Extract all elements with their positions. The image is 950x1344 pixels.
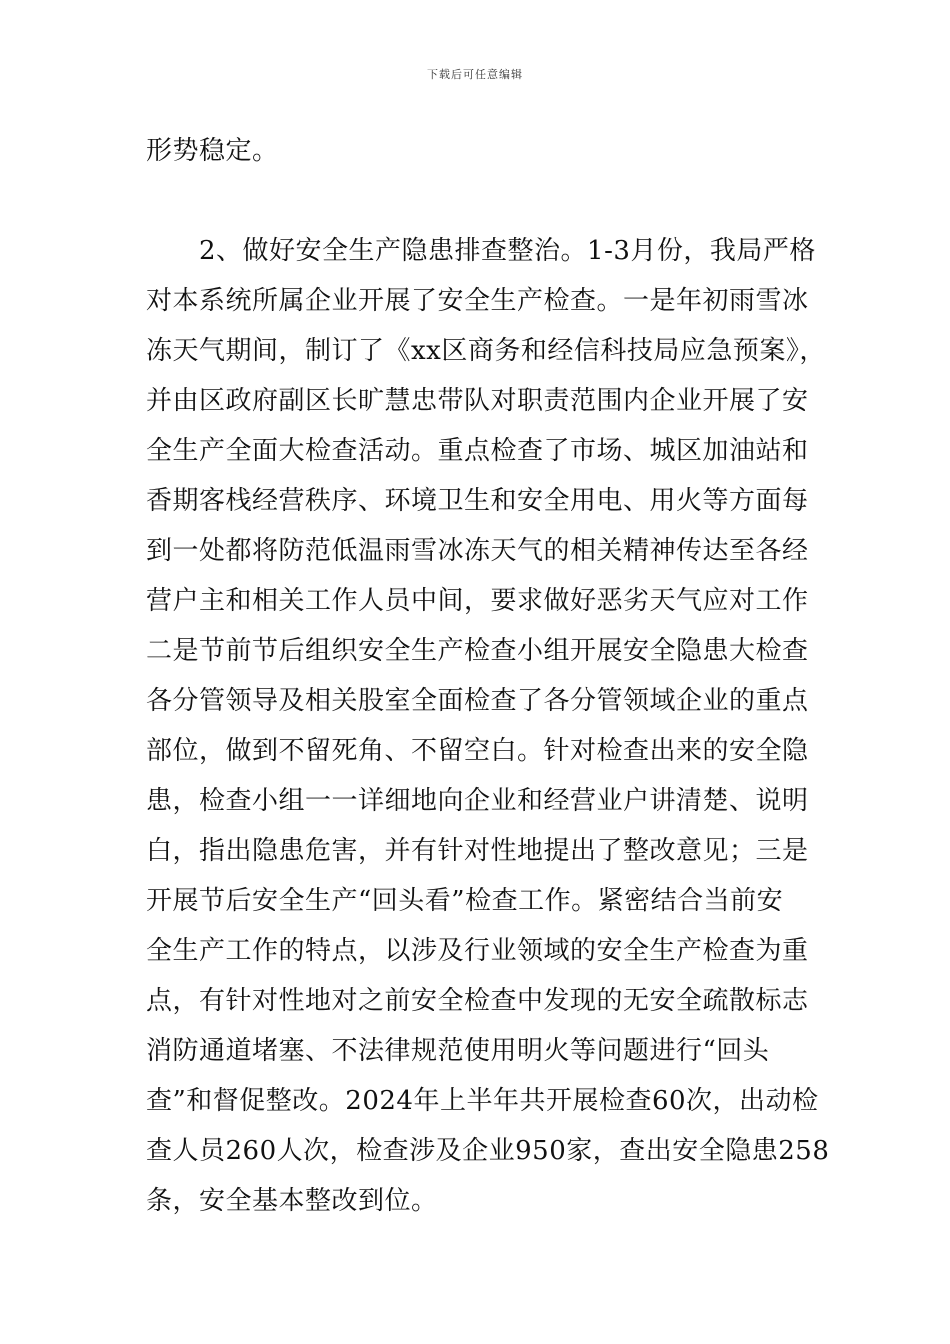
paragraph-line: 各分管领导及相关股室全面检查了各分管领域企业的重点	[146, 686, 809, 716]
paragraph-line: 患，检查小组一一详细地向企业和经营业户讲清楚、说明	[146, 786, 809, 816]
paragraph-line: 部位，做到不留死角、不留空白。针对检查出来的安全隐	[146, 736, 809, 766]
paragraph-line: 香期客栈经营秩序、环境卫生和安全用电、用火等方面每	[146, 486, 809, 516]
paragraph-line: 点，有针对性地对之前安全检查中发现的无安全疏散标志	[146, 986, 809, 1016]
paragraph-line: 冻天气期间，制订了《xx区商务和经信科技局应急预案》，	[146, 336, 826, 366]
paragraph-line: 查人员260人次，检查涉及企业950家，查出安全隐患258	[146, 1136, 830, 1166]
paragraph-line: 到一处都将防范低温雨雪冰冻天气的相关精神传达至各经	[146, 536, 809, 566]
paragraph-line: 全生产工作的特点，以涉及行业领域的安全生产检查为重	[146, 936, 809, 966]
paragraph-line: 并由区政府副区长旷慧忠带队对职责范围内企业开展了安	[146, 386, 809, 416]
paragraph-line: 营户主和相关工作人员中间，要求做好恶劣天气应对工作	[146, 586, 809, 616]
page-header: 下载后可任意编辑	[427, 68, 523, 81]
paragraph-line: 2、做好安全生产隐患排查整治。1-3月份，我局严格	[146, 236, 816, 266]
paragraph-line: 开展节后安全生产“回头看”检查工作。紧密结合当前安	[146, 886, 784, 916]
paragraph-line: 二是节前节后组织安全生产检查小组开展安全隐患大检查	[146, 636, 809, 666]
paragraph-line: 消防通道堵塞、不法律规范使用明火等问题进行“回头	[146, 1036, 770, 1066]
paragraph-line: 对本系统所属企业开展了安全生产检查。一是年初雨雪冰	[146, 286, 809, 316]
continued-text: 形势稳定。	[146, 136, 279, 166]
paragraph-line: 全生产全面大检查活动。重点检查了市场、城区加油站和	[146, 436, 809, 466]
paragraph-line: 查”和督促整改。2024年上半年共开展检查60次，出动检	[146, 1086, 819, 1116]
paragraph-line: 白，指出隐患危害，并有针对性地提出了整改意见；三是	[146, 836, 809, 866]
paragraph-line: 条，安全基本整改到位。	[146, 1186, 438, 1216]
